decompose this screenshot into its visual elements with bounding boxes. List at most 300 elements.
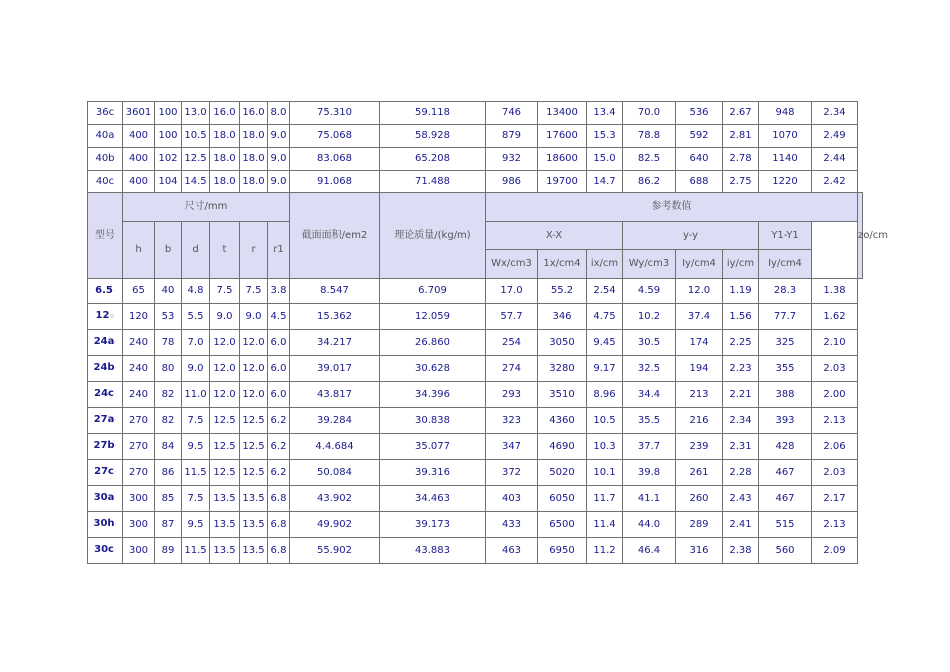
table-cell: 2.34: [723, 408, 759, 434]
table-cell: 4.75: [587, 304, 623, 330]
table-cell: 43.902: [290, 486, 380, 512]
table-cell: 15.3: [587, 125, 623, 148]
table-cell: 57.7: [486, 304, 538, 330]
table-cell: 15.0: [587, 148, 623, 171]
table-row: [88, 356, 863, 382]
table-cell: 16.0: [210, 102, 240, 125]
table-cell: 12.0: [210, 356, 240, 382]
table-cell: 30.838: [380, 408, 486, 434]
model-mark: ·: [113, 469, 116, 476]
table-cell: 261: [676, 460, 723, 486]
table-cell: 59.118: [380, 102, 486, 125]
table-cell: 6.8: [268, 538, 290, 564]
table-cell: 4.59: [623, 279, 676, 304]
table-cell: 12.0: [240, 330, 268, 356]
table-cell: 83.068: [290, 148, 380, 171]
table-cell: 6.8: [268, 486, 290, 512]
table-cell: 9.0: [268, 125, 290, 148]
table-cell: 50.084: [290, 460, 380, 486]
table-cell: 9.0: [210, 304, 240, 330]
table-cell: 86.2: [623, 171, 676, 193]
table-cell: 6950: [538, 538, 587, 564]
table-cell: 270: [123, 460, 155, 486]
table-cell: 39.284: [290, 408, 380, 434]
table-cell: 9.0: [268, 148, 290, 171]
table-cell: 254: [486, 330, 538, 356]
table-row: [88, 279, 863, 304]
table-cell: 32.5: [623, 356, 676, 382]
table-cell: 293: [486, 382, 538, 408]
header-model: 型号: [88, 193, 123, 279]
table-cell: 40: [155, 279, 182, 304]
header-dim-col: b: [155, 222, 182, 279]
table-cell: 1.62: [812, 304, 858, 330]
table-cell: 80: [155, 356, 182, 382]
table-cell: 100: [155, 125, 182, 148]
table-cell: 28.3: [759, 279, 812, 304]
table-cell: 932: [486, 148, 538, 171]
model-mark: ⊙: [109, 313, 115, 320]
table-cell: 36c: [88, 102, 123, 125]
model-cell: [88, 434, 123, 460]
table-cell: 5020: [538, 460, 587, 486]
table-row: [88, 171, 863, 193]
table-cell: 53: [155, 304, 182, 330]
table-cell: 39.316: [380, 460, 486, 486]
table-cell: 6.2: [268, 460, 290, 486]
model-label: 30h: [93, 518, 115, 529]
table-cell: 8.0: [268, 102, 290, 125]
model-cell: [88, 512, 123, 538]
table-cell: 40b: [88, 148, 123, 171]
table-cell: 2.78: [723, 148, 759, 171]
header-sub-col: Wx/cm3: [486, 250, 538, 279]
table-cell: 40a: [88, 125, 123, 148]
table-cell: 9.45: [587, 330, 623, 356]
table-cell: 49.902: [290, 512, 380, 538]
table-cell: 82.5: [623, 148, 676, 171]
header-row: [88, 193, 863, 222]
header-dim-col: r1: [268, 222, 290, 279]
table-cell: 39.8: [623, 460, 676, 486]
model-mark: ·: [113, 547, 116, 554]
table-cell: 4.8: [182, 279, 210, 304]
table-cell: 400: [123, 148, 155, 171]
table-cell: 11.4: [587, 512, 623, 538]
table-cell: 12.0: [240, 356, 268, 382]
table-cell: 86: [155, 460, 182, 486]
model-label: 24c: [94, 388, 114, 399]
table-cell: 18600: [538, 148, 587, 171]
table-cell: 7.0: [182, 330, 210, 356]
table-cell: 34.463: [380, 486, 486, 512]
header-yy: y-y: [623, 222, 759, 250]
table-cell: 13.4: [587, 102, 623, 125]
table-cell: 300: [123, 538, 155, 564]
table-cell: 15.362: [290, 304, 380, 330]
table-cell: 2.21: [723, 382, 759, 408]
table-cell: 2.43: [723, 486, 759, 512]
table-cell: 102: [155, 148, 182, 171]
table-row: [88, 538, 863, 564]
table-cell: 85: [155, 486, 182, 512]
table-cell: 213: [676, 382, 723, 408]
table-cell: 2.06: [812, 434, 858, 460]
header-sub-col: 1x/cm4: [538, 250, 587, 279]
table-cell: 239: [676, 434, 723, 460]
model-label: 12: [95, 310, 110, 321]
table-cell: 43.817: [290, 382, 380, 408]
table-cell: 3510: [538, 382, 587, 408]
table-cell: 2.38: [723, 538, 759, 564]
table-cell: 10.2: [623, 304, 676, 330]
table-cell: 55.2: [538, 279, 587, 304]
table-cell: 6.0: [268, 330, 290, 356]
table-cell: 4.5: [268, 304, 290, 330]
table-cell: 325: [759, 330, 812, 356]
table-cell: 216: [676, 408, 723, 434]
table-cell: 270: [123, 434, 155, 460]
table-row: [88, 434, 863, 460]
table-cell: 37.7: [623, 434, 676, 460]
table-cell: 55.902: [290, 538, 380, 564]
table-cell: 2.23: [723, 356, 759, 382]
table-cell: 30.5: [623, 330, 676, 356]
table-cell: 43.883: [380, 538, 486, 564]
table-cell: 78.8: [623, 125, 676, 148]
table-row: [88, 486, 863, 512]
model-cell: [88, 382, 123, 408]
table-cell: 2.41: [723, 512, 759, 538]
table-cell: 84: [155, 434, 182, 460]
table-cell: 560: [759, 538, 812, 564]
table-cell: 536: [676, 102, 723, 125]
table-cell: 6.2: [268, 434, 290, 460]
table-cell: 9.0: [240, 304, 268, 330]
table-cell: 13.5: [240, 538, 268, 564]
model-mark: ·: [114, 443, 117, 450]
table-cell: 2.09: [812, 538, 858, 564]
table-cell: 13.5: [210, 512, 240, 538]
header-sub-col: Wy/cm3: [623, 250, 676, 279]
table-cell: 8.96: [587, 382, 623, 408]
table-cell: 18.0: [240, 171, 268, 193]
header-area: 截面面积/em2: [290, 193, 380, 279]
table-cell: 34.396: [380, 382, 486, 408]
table-cell: 240: [123, 330, 155, 356]
model-mark: ·: [114, 365, 117, 372]
table-row: [88, 382, 863, 408]
table-cell: 6.0: [268, 356, 290, 382]
table-cell: 2.10: [812, 330, 858, 356]
table-cell: 11.5: [182, 538, 210, 564]
table-row: [88, 304, 863, 330]
table-cell: 12.0: [210, 330, 240, 356]
table-cell: 9.5: [182, 434, 210, 460]
table-cell: 6.2: [268, 408, 290, 434]
table-cell: 87: [155, 512, 182, 538]
table-cell: 1.38: [812, 279, 858, 304]
table-cell: 18.0: [210, 125, 240, 148]
table-cell: 3.8: [268, 279, 290, 304]
table-cell: 104: [155, 171, 182, 193]
table-row: [88, 460, 863, 486]
table-cell: 100: [155, 102, 182, 125]
table-cell: 13.5: [240, 512, 268, 538]
table-cell: 2.42: [812, 171, 858, 193]
header-mass: 理论质量/(kg/m): [380, 193, 486, 279]
table-row: [88, 330, 863, 356]
header-zo: zo/cm: [858, 193, 863, 279]
table-cell: 6500: [538, 512, 587, 538]
model-mark: ·: [114, 417, 117, 424]
header-ref: 参考数值: [486, 193, 858, 222]
table-cell: 14.7: [587, 171, 623, 193]
table-cell: 4.4.684: [290, 434, 380, 460]
model-mark: ·: [114, 521, 117, 528]
model-mark: ·: [113, 391, 116, 398]
table-cell: 592: [676, 125, 723, 148]
model-label: 27a: [93, 414, 115, 425]
table-cell: 11.2: [587, 538, 623, 564]
table-cell: 5.5: [182, 304, 210, 330]
table-cell: 78: [155, 330, 182, 356]
table-cell: 1.19: [723, 279, 759, 304]
table-cell: 688: [676, 171, 723, 193]
table-cell: 44.0: [623, 512, 676, 538]
table-cell: 433: [486, 512, 538, 538]
table-row: [88, 512, 863, 538]
table-cell: 7.5: [182, 408, 210, 434]
model-label: 24b: [93, 362, 115, 373]
table-cell: 1140: [759, 148, 812, 171]
table-cell: 12.059: [380, 304, 486, 330]
table-cell: 89: [155, 538, 182, 564]
table-cell: 65.208: [380, 148, 486, 171]
header-y1y1: Y1-Y1: [759, 222, 812, 250]
table-cell: 986: [486, 171, 538, 193]
model-cell: [88, 460, 123, 486]
table-cell: 4690: [538, 434, 587, 460]
table-cell: 14.5: [182, 171, 210, 193]
table-cell: 300: [123, 512, 155, 538]
table-cell: 7.5: [240, 279, 268, 304]
table-cell: 3601: [123, 102, 155, 125]
table-cell: 13.0: [182, 102, 210, 125]
table-cell: 8.547: [290, 279, 380, 304]
table-cell: 7.5: [210, 279, 240, 304]
table-cell: 30.628: [380, 356, 486, 382]
table-cell: 2.25: [723, 330, 759, 356]
table-cell: 34.217: [290, 330, 380, 356]
table-cell: 9.0: [268, 171, 290, 193]
table-cell: 2.54: [587, 279, 623, 304]
model-label: 30a: [93, 492, 115, 503]
table-cell: 4360: [538, 408, 587, 434]
table-cell: 1070: [759, 125, 812, 148]
table-cell: 2.81: [723, 125, 759, 148]
table-cell: 323: [486, 408, 538, 434]
table-cell: 12.0: [676, 279, 723, 304]
table-cell: 58.928: [380, 125, 486, 148]
header-sub-col: ix/cm: [587, 250, 623, 279]
table-cell: 120: [123, 304, 155, 330]
table-cell: 65: [123, 279, 155, 304]
table-cell: 400: [123, 171, 155, 193]
steel-section-table: [87, 101, 888, 564]
table-cell: 6.8: [268, 512, 290, 538]
table-cell: 240: [123, 356, 155, 382]
table-cell: 35.077: [380, 434, 486, 460]
table-cell: 879: [486, 125, 538, 148]
table-cell: 194: [676, 356, 723, 382]
table-cell: 11.7: [587, 486, 623, 512]
table-cell: 428: [759, 434, 812, 460]
table-row: [88, 125, 863, 148]
table-cell: 18.0: [240, 125, 268, 148]
table-cell: 746: [486, 102, 538, 125]
table-cell: 39.017: [290, 356, 380, 382]
model-cell: [88, 538, 123, 564]
table-cell: 18.0: [210, 171, 240, 193]
header-sub-col: Iy/cm4: [676, 250, 723, 279]
table-cell: 2.31: [723, 434, 759, 460]
table-cell: 13.5: [240, 486, 268, 512]
table-cell: 355: [759, 356, 812, 382]
model-cell: [88, 486, 123, 512]
table-cell: 34.4: [623, 382, 676, 408]
table-row: [88, 148, 863, 171]
model-cell: [88, 356, 123, 382]
table-cell: 393: [759, 408, 812, 434]
table-cell: 240: [123, 382, 155, 408]
table-cell: 37.4: [676, 304, 723, 330]
table-cell: 347: [486, 434, 538, 460]
table-cell: 16.0: [240, 102, 268, 125]
model-label: 24a: [93, 336, 115, 347]
table-cell: 10.1: [587, 460, 623, 486]
table-cell: 400: [123, 125, 155, 148]
table-cell: 7.5: [182, 486, 210, 512]
table-cell: 3050: [538, 330, 587, 356]
model-label: 27b: [93, 440, 115, 451]
table-cell: 12.5: [182, 148, 210, 171]
table-cell: 12.5: [240, 460, 268, 486]
table-cell: 6050: [538, 486, 587, 512]
table-cell: 515: [759, 512, 812, 538]
table-cell: 82: [155, 408, 182, 434]
table-row: [88, 102, 863, 125]
table-cell: 41.1: [623, 486, 676, 512]
table-cell: 46.4: [623, 538, 676, 564]
table-cell: 11.5: [182, 460, 210, 486]
table-cell: 2.13: [812, 512, 858, 538]
table-cell: 10.3: [587, 434, 623, 460]
table-cell: 26.860: [380, 330, 486, 356]
table-cell: 948: [759, 102, 812, 125]
header-sub-col: iy/cm: [723, 250, 759, 279]
model-cell: [88, 304, 123, 330]
table-row: [88, 408, 863, 434]
table-cell: 316: [676, 538, 723, 564]
table-cell: 2.00: [812, 382, 858, 408]
table-cell: 12.5: [210, 434, 240, 460]
table-cell: 17.0: [486, 279, 538, 304]
table-cell: 75.310: [290, 102, 380, 125]
table-cell: 77.7: [759, 304, 812, 330]
table-cell: 40c: [88, 171, 123, 193]
table-cell: 2.13: [812, 408, 858, 434]
table-cell: 2.34: [812, 102, 858, 125]
table-cell: 10.5: [182, 125, 210, 148]
table-cell: 289: [676, 512, 723, 538]
model-mark: ·: [112, 287, 115, 295]
table-cell: 467: [759, 486, 812, 512]
model-cell: [88, 408, 123, 434]
table-cell: 82: [155, 382, 182, 408]
table-cell: 10.5: [587, 408, 623, 434]
table-cell: 19700: [538, 171, 587, 193]
table-cell: 12.5: [240, 434, 268, 460]
table-cell: 91.068: [290, 171, 380, 193]
table-cell: 13400: [538, 102, 587, 125]
table-cell: 9.17: [587, 356, 623, 382]
table-cell: 12.5: [210, 408, 240, 434]
header-dims: 尺寸/mm: [123, 193, 290, 222]
table-cell: 17600: [538, 125, 587, 148]
table-cell: 18.0: [210, 148, 240, 171]
header-xx: X-X: [486, 222, 623, 250]
table-cell: 9.5: [182, 512, 210, 538]
table-cell: 300: [123, 486, 155, 512]
header-dim-col: d: [182, 222, 210, 279]
table-cell: 2.03: [812, 356, 858, 382]
header-sub-col: Iy/cm4: [759, 250, 812, 279]
table-cell: 403: [486, 486, 538, 512]
table-cell: 388: [759, 382, 812, 408]
table-cell: 274: [486, 356, 538, 382]
table-cell: 12.5: [210, 460, 240, 486]
table-cell: 2.75: [723, 171, 759, 193]
table-cell: 2.44: [812, 148, 858, 171]
model-mark: ·: [114, 339, 117, 346]
table-cell: 1220: [759, 171, 812, 193]
table-cell: 463: [486, 538, 538, 564]
table-cell: 467: [759, 460, 812, 486]
header-dim-col: r: [240, 222, 268, 279]
table-cell: 13.5: [210, 538, 240, 564]
table-cell: 75.068: [290, 125, 380, 148]
table-cell: 9.0: [182, 356, 210, 382]
header-dim-col: h: [123, 222, 155, 279]
table-cell: 372: [486, 460, 538, 486]
table-cell: 1.56: [723, 304, 759, 330]
table-cell: 346: [538, 304, 587, 330]
model-cell: [88, 330, 123, 356]
model-cell: [88, 279, 123, 304]
table-cell: 39.173: [380, 512, 486, 538]
model-mark: ·: [114, 495, 117, 502]
table-cell: 71.488: [380, 171, 486, 193]
table-cell: 3280: [538, 356, 587, 382]
table-cell: 2.03: [812, 460, 858, 486]
table-cell: 270: [123, 408, 155, 434]
model-label: 6.5: [95, 284, 113, 296]
table-cell: 35.5: [623, 408, 676, 434]
table-cell: 6.0: [268, 382, 290, 408]
table-cell: 174: [676, 330, 723, 356]
table-cell: 260: [676, 486, 723, 512]
